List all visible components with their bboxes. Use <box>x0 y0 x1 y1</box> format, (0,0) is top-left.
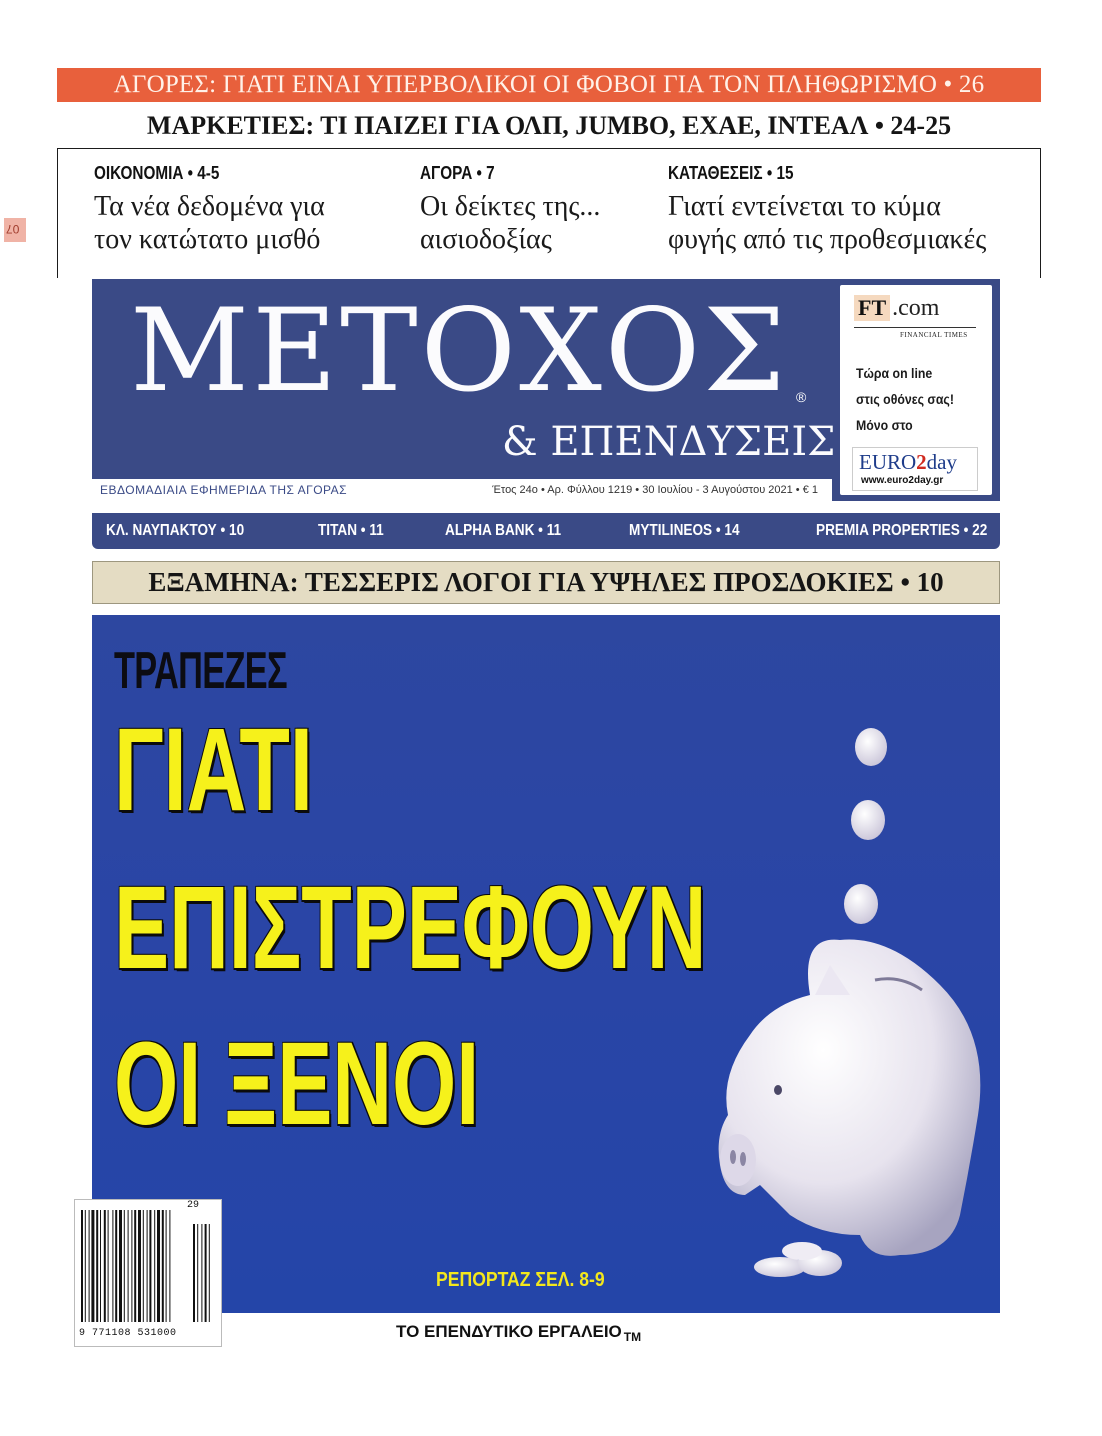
teaser-market <box>420 163 600 256</box>
cover-headline-line: ΟΙ ΞΕΝΟΙ <box>114 1018 480 1150</box>
ft-euro2day-ad[interactable] <box>840 285 992 495</box>
ft-com-suffix: .com <box>892 295 940 321</box>
masthead <box>92 279 1000 501</box>
top-banner-headline: ΑΓΟΡΕΣ: ΓΙΑΤΙ ΕΙΝΑΙ ΥΠΕΡΒΟΛΙΚΟΙ ΟΙ ΦΟΒΟΙ ΓΙΑ ΤΟΝ ΠΛΗΘΩΡΙΣΜΟ • 26 <box>57 68 1041 102</box>
registered-mark: ® <box>796 389 807 405</box>
side-page-stamp: 07 <box>4 218 26 242</box>
newspaper-tagline: ΕΒΔΟΜΑΔΙΑΙΑ ΕΦΗΜΕΡΙΔΑ ΤΗΣ ΑΓΟΡΑΣ <box>100 483 348 497</box>
barcode <box>74 1199 222 1347</box>
cover-kicker: ΤΡΑΠΕΖΕΣ <box>114 642 287 700</box>
ad-text-line: Τώρα on line <box>856 365 933 381</box>
company-item: ΤΙΤΑΝ • 11 <box>318 522 384 539</box>
report-pages: ΡΕΠΟΡΤΑΖ ΣΕΛ. 8-9 <box>436 1269 605 1291</box>
teaser-title-line: αισιοδοξίας <box>420 224 552 255</box>
footer-tagline: ΤΟ ΕΠΕΝΔΥΤΙΚΟ ΕΡΓΑΛΕΙΟ $_{TM}$ <box>396 1322 642 1345</box>
ft-subtitle: FINANCIAL TIMES <box>900 331 968 339</box>
ad-divider <box>854 327 976 328</box>
ft-logo: FT <box>854 295 890 321</box>
euro2day-url: www.euro2day.gr <box>861 475 944 486</box>
barcode-addon-number: 29 <box>187 1200 200 1211</box>
teaser-economy <box>94 163 325 256</box>
piggy-bank-icon <box>719 940 981 1256</box>
barcode-bars-icon <box>81 1210 217 1328</box>
pill-icon <box>754 1242 842 1277</box>
teaser-title-line: φυγής από τις προθεσμιακές <box>668 224 987 255</box>
teaser-deposits <box>668 163 986 256</box>
issue-info: Έτος 24ο • Αρ. Φύλλου 1219 • 30 Ιουλίου - 3 Αυγούστου 2021 • € 1 <box>492 484 818 496</box>
barcode-digits: 9 771108 531000 <box>79 1328 177 1339</box>
euro2day-logo: EURO2day <box>859 450 957 474</box>
floating-pill-icon <box>855 728 887 766</box>
cover-story <box>92 615 1000 1313</box>
teaser-title-line: Γιατί εντείνεται το κύμα <box>668 191 941 222</box>
sub-banner-headline: ΜΑΡΚΕΤΙΕΣ: ΤΙ ΠΑΙΖΕΙ ΓΙΑ ΟΛΠ, JUMBO, ΕΧΑΕ, ΙΝΤΕΑΛ • 24-25 <box>146 111 952 140</box>
teaser-box <box>57 148 1041 278</box>
company-item: ALPHA BANK • 11 <box>445 522 562 539</box>
newspaper-logo-subtitle: & ΕΠΕΝΔΥΣΕΙΣ <box>502 419 836 465</box>
teaser-title-line: Οι δείκτες της... <box>420 191 601 222</box>
cover-headline-line: ΕΠΙΣΤΡΕΦΟΥΝ <box>114 862 707 994</box>
ad-text-line: στις οθόνες σας! <box>856 391 954 407</box>
ad-text-line: Μόνο στο <box>856 417 913 433</box>
teaser-title-line: τον κατώτατο μισθό <box>94 224 321 255</box>
six-month-banner: ΕΞΑΜΗΝΑ: ΤΕΣΣΕΡΙΣ ΛΟΓΟΙ ΓΙΑ ΥΨΗΛΕΣ ΠΡΟΣΔΟΚΙΕΣ • 10 <box>92 561 1000 604</box>
floating-pill-icon <box>844 884 878 924</box>
trademark-mark: TM <box>623 1330 642 1345</box>
teaser-category: ΚΑΤΑΘΕΣΕΙΣ • 15 <box>668 163 794 183</box>
company-item: MYTILINEOS • 14 <box>629 522 740 539</box>
cover-headline-line: ΓΙΑΤΙ <box>114 704 313 836</box>
company-item: ΚΛ. ΝΑΥΠΑΚΤΟΥ • 10 <box>106 522 245 539</box>
newspaper-logo: ΜΕΤΟΧΟΣ <box>130 284 789 417</box>
euro2day-logo-box[interactable] <box>852 447 978 491</box>
company-item: PREMIA PROPERTIES • 22 <box>816 522 988 539</box>
piggy-bank-illustration <box>660 695 1000 1313</box>
company-index-bar <box>92 513 1000 549</box>
floating-pill-icon <box>851 800 885 840</box>
issue-info-strip <box>92 479 832 501</box>
teaser-category: ΑΓΟΡΑ • 7 <box>420 163 495 183</box>
ft-logo-row <box>854 295 939 322</box>
teaser-category: ΟΙΚΟΝΟΜΙΑ • 4-5 <box>94 163 220 183</box>
teaser-title-line: Τα νέα δεδομένα για <box>94 191 325 222</box>
